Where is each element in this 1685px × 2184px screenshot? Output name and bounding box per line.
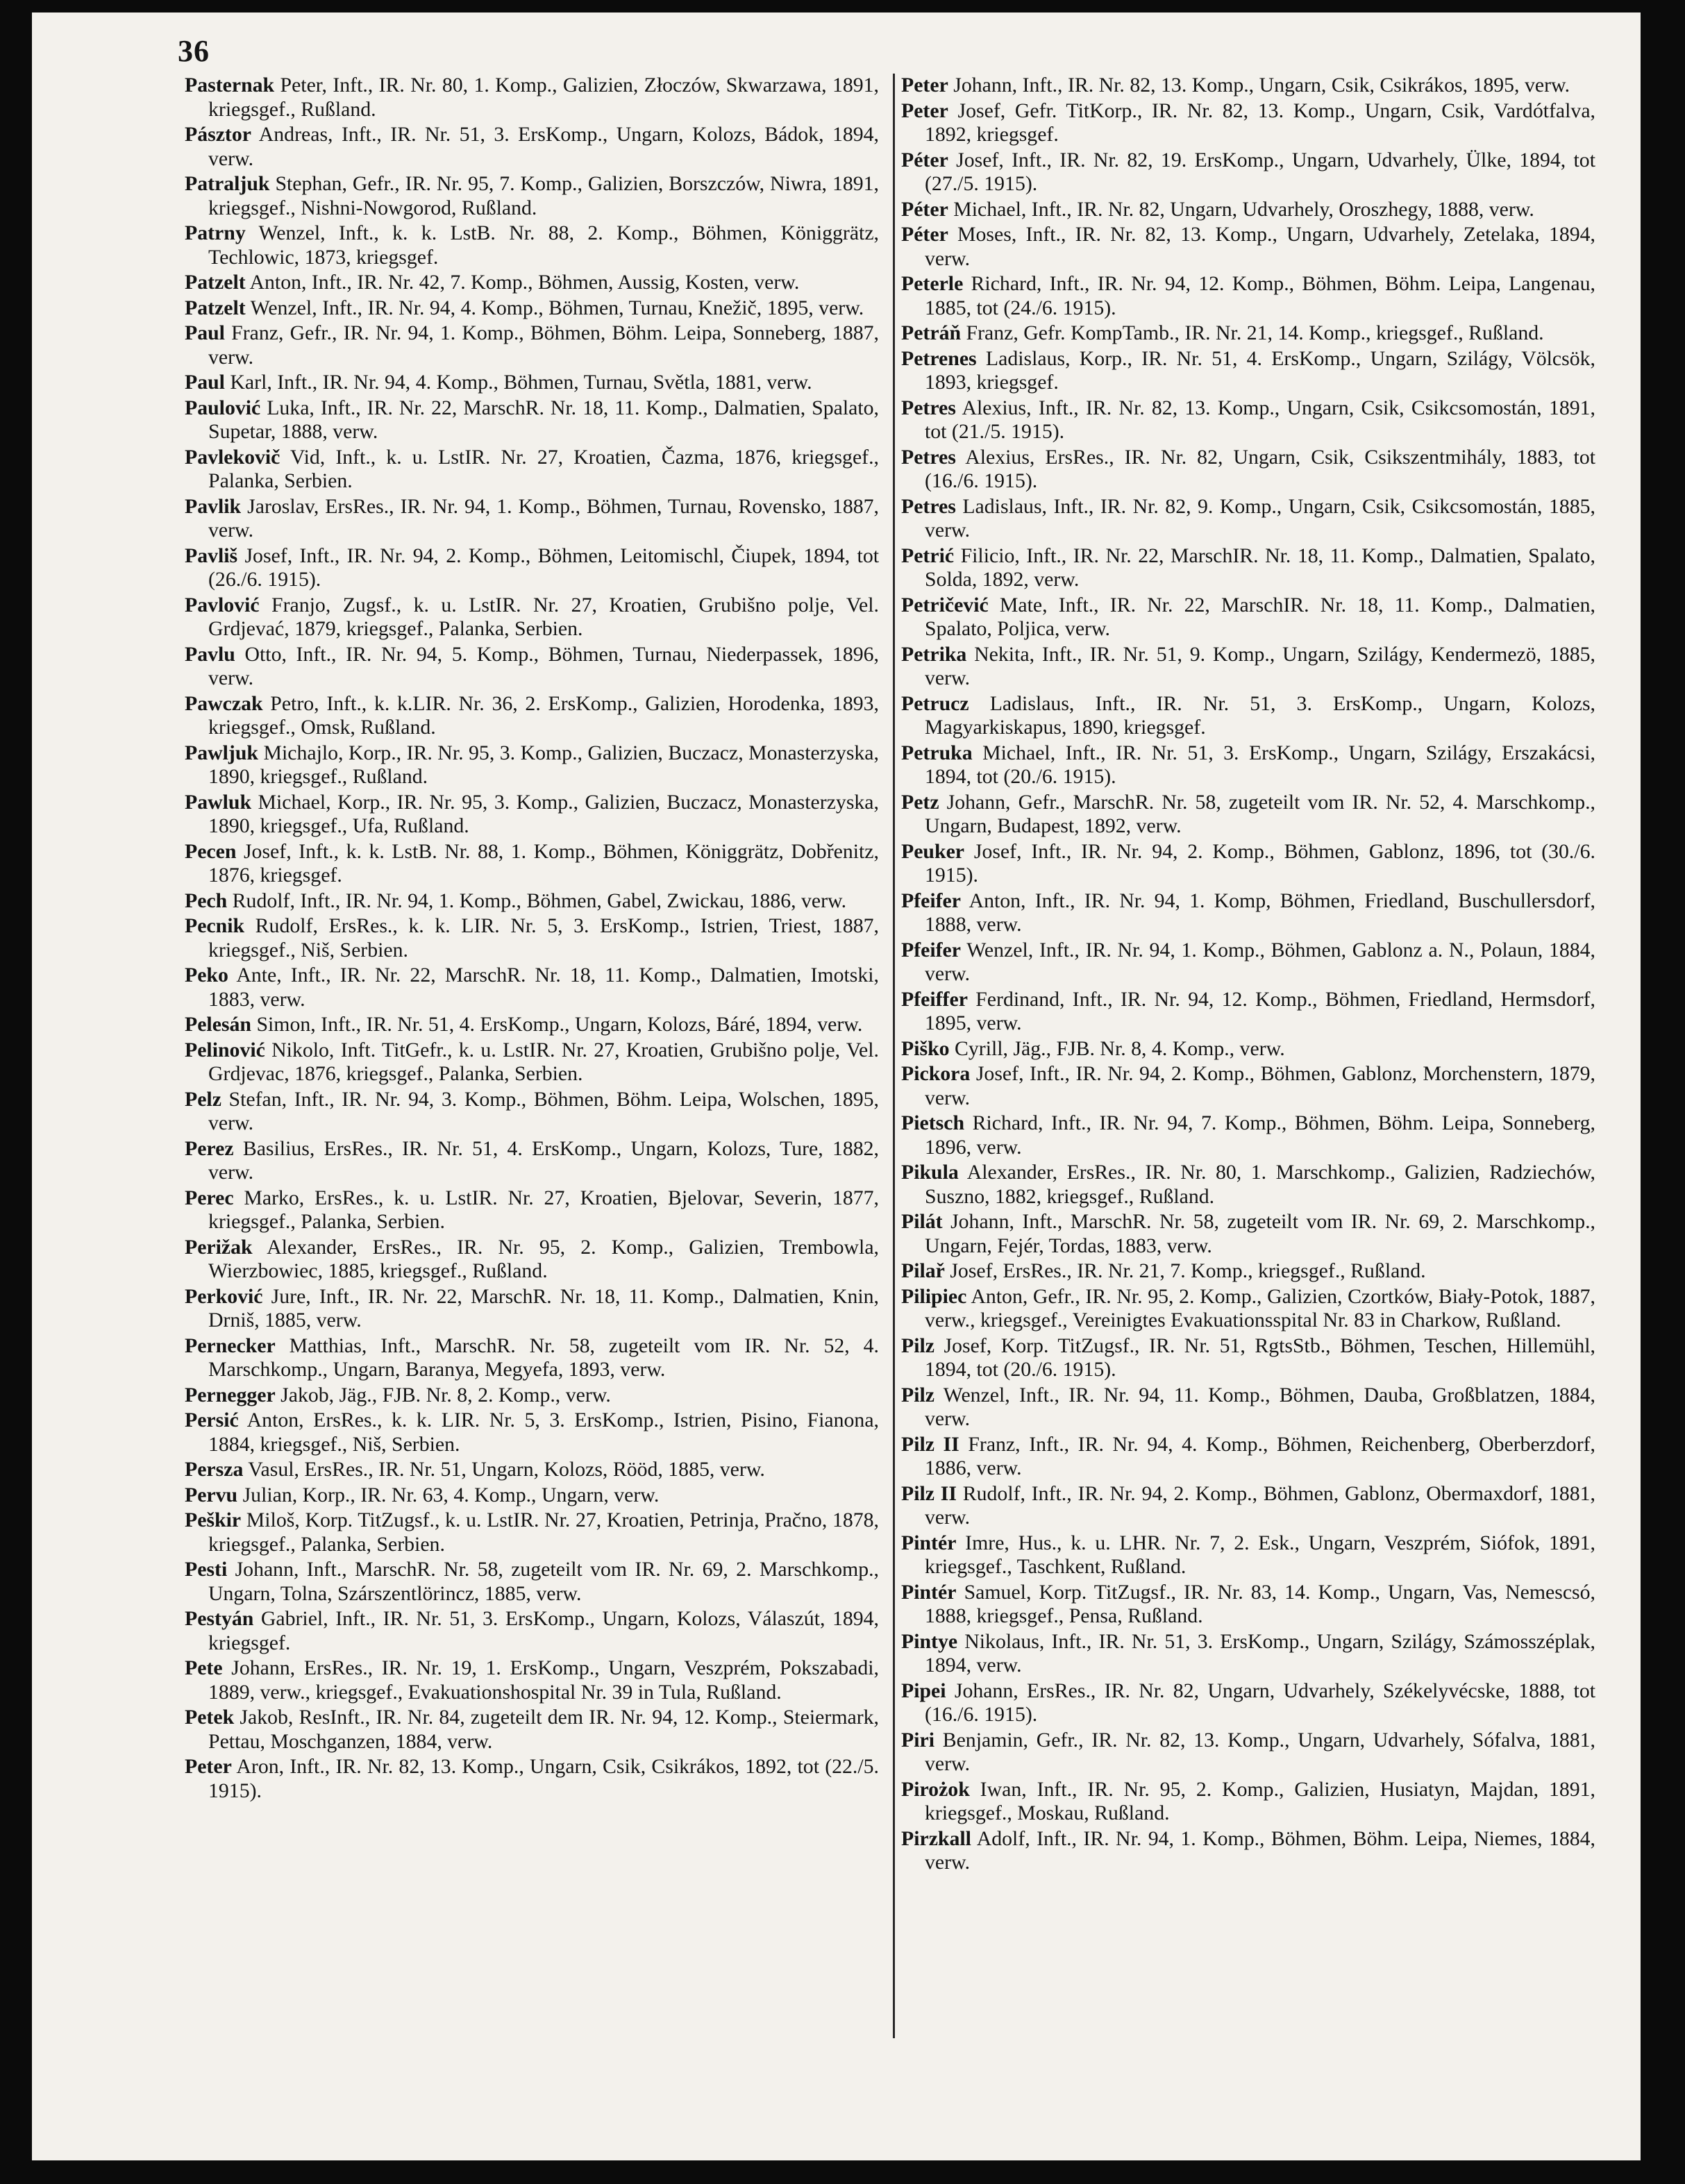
list-item (185, 1384, 879, 1408)
list-item (901, 939, 1595, 986)
list-item (185, 321, 879, 369)
entry-surname: Paulović (185, 396, 261, 419)
page-number: 36 (178, 34, 210, 68)
list-item (901, 1729, 1595, 1776)
list-item (901, 1581, 1595, 1629)
entry-details: Johann, ErsRes., IR. Nr. 82, Ungarn, Udvarhely, Székelyvécske, 1888, tot (16./6. 1915). (925, 1679, 1595, 1726)
entry-surname: Pavlik (185, 494, 242, 518)
entry-details: Moses, Inft., IR. Nr. 82, 13. Komp., Ungarn, Udvarhely, Zetelaka, 1894, verw. (925, 223, 1595, 270)
entry-surname: Peter (185, 1755, 232, 1778)
list-item (901, 1384, 1595, 1431)
list-item (185, 544, 879, 592)
list-item (185, 1607, 879, 1655)
list-item (901, 1827, 1595, 1875)
entry-surname: Pirzkall (901, 1826, 971, 1850)
entry-surname: Perižak (185, 1235, 253, 1259)
left-column (185, 74, 879, 1804)
entry-surname: Pirożok (901, 1777, 970, 1801)
entry-details: Michael, Korp., IR. Nr. 95, 3. Komp., Galizien, Buczacz, Monasterzyska, 1890, kriegsgef., Ufa, Rußland. (208, 790, 879, 837)
entry-details: Michael, Inft., IR. Nr. 51, 3. ErsKomp., Ungarn, Szilágy, Erszakácsi, 1894, tot (20./6. 1915). (925, 741, 1595, 788)
list-item (901, 1037, 1595, 1061)
entry-details: Josef, Inft., IR. Nr. 94, 2. Komp., Böhmen, Leitomischl, Čiupek, 1894, tot (26./6. 1915). (208, 544, 879, 591)
list-item (185, 914, 879, 962)
entry-details: Marko, ErsRes., k. u. LstIR. Nr. 27, Kroatien, Bjelovar, Severin, 1877, kriegsgef., Palanka, Serbien. (208, 1186, 879, 1233)
list-item (901, 988, 1595, 1036)
entry-details: Filicio, Inft., IR. Nr. 22, MarschIR. Nr. 18, 11. Komp., Dalmatien, Spalato, Solda, 1892, verw. (925, 544, 1595, 591)
entry-surname: Pilz II (901, 1481, 957, 1505)
entry-details: Nekita, Inft., IR. Nr. 51, 9. Komp., Ungarn, Szilágy, Kendermezö, 1885, verw. (925, 642, 1595, 689)
entry-surname: Peko (185, 964, 228, 986)
entry-surname: Pasternak (185, 74, 275, 96)
list-item (901, 1679, 1595, 1727)
entry-details: Ante, Inft., IR. Nr. 22, MarschR. Nr. 18, 11. Komp., Dalmatien, Imotski, 1883, verw. (208, 964, 879, 1011)
list-item (901, 1062, 1595, 1110)
entry-details: Mate, Inft., IR. Nr. 22, MarschIR. Nr. 18, 11. Komp., Dalmatien, Spalato, Poljica, verw. (925, 593, 1595, 640)
list-item (901, 1111, 1595, 1159)
list-item (901, 1210, 1595, 1258)
list-item (901, 321, 1595, 346)
list-item (901, 74, 1595, 98)
entry-surname: Peuker (901, 839, 965, 863)
entry-surname: Pickora (901, 1062, 971, 1085)
entry-details: Otto, Inft., IR. Nr. 94, 5. Komp., Böhmen, Turnau, Niederpassek, 1896, verw. (208, 642, 879, 689)
entry-details: Simon, Inft., IR. Nr. 51, 4. ErsKomp., Ungarn, Kolozs, Báré, 1894, verw. (251, 1013, 863, 1036)
entry-surname: Pelz (185, 1087, 221, 1111)
list-item (901, 223, 1595, 271)
column-divider (893, 74, 895, 2038)
entry-details: Jure, Inft., IR. Nr. 22, MarschR. Nr. 18, 11. Komp., Dalmatien, Knin, Drniš, 1885, verw. (208, 1284, 879, 1332)
entry-surname: Petz (901, 790, 939, 814)
list-item (185, 371, 879, 395)
entry-details: Rudolf, ErsRes., k. k. LIR. Nr. 5, 3. ErsKomp., Istrien, Triest, 1887, kriegsgef., Niš, Serbien. (208, 914, 879, 961)
entry-surname: Pech (185, 889, 228, 912)
entry-surname: Pintye (901, 1629, 958, 1653)
list-item (185, 1013, 879, 1037)
list-item (185, 1285, 879, 1333)
list-item (185, 1706, 879, 1754)
entry-details: Alexius, Inft., IR. Nr. 82, 13. Komp., Ungarn, Csik, Csikcsomostán, 1891, tot (21./5. 1915). (925, 396, 1595, 443)
entry-surname: Perec (185, 1186, 234, 1209)
list-item (185, 791, 879, 839)
entry-details: Josef, Inft., IR. Nr. 94, 2. Komp., Böhmen, Gablonz, 1896, tot (30./6. 1915). (925, 839, 1595, 887)
list-item (901, 1630, 1595, 1678)
entry-surname: Pipei (901, 1679, 946, 1702)
list-item (185, 495, 879, 543)
entry-details: Wenzel, Inft., IR. Nr. 94, 11. Komp., Böhmen, Dauba, Großblatzen, 1884, verw. (925, 1383, 1595, 1430)
entry-surname: Péter (901, 197, 948, 221)
list-item (185, 741, 879, 789)
entry-surname: Pesti (185, 1558, 228, 1581)
entry-surname: Pilz (901, 1383, 934, 1406)
entry-details: Josef, Inft., k. k. LstB. Nr. 88, 1. Komp., Böhmen, Königgrätz, Dobřenitz, 1876, kriegsgef. (208, 839, 879, 887)
entry-details: Rudolf, Inft., IR. Nr. 94, 1. Komp., Böhmen, Gabel, Zwickau, 1886, verw. (227, 889, 847, 912)
list-item (901, 149, 1595, 196)
entry-surname: Petrucz (901, 691, 969, 715)
entry-surname: Peter (901, 99, 948, 122)
list-item (185, 1334, 879, 1382)
entry-surname: Pelesán (185, 1013, 251, 1036)
entry-surname: Pilař (901, 1259, 945, 1282)
entry-surname: Petrić (901, 544, 955, 567)
entry-surname: Pernegger (185, 1383, 276, 1406)
entry-details: Josef, Inft., IR. Nr. 82, 19. ErsKomp., Ungarn, Udvarhely, Ülke, 1894, tot (27./5. 1915). (925, 148, 1595, 195)
list-item (901, 1433, 1595, 1481)
entry-details: Julian, Korp., IR. Nr. 63, 4. Komp., Ungarn, verw. (237, 1483, 660, 1506)
entry-details: Alexius, ErsRes., IR. Nr. 82, Ungarn, Csik, Csikszentmihály, 1883, tot (16./6. 1915). (925, 445, 1595, 492)
entry-surname: Pikula (901, 1161, 959, 1184)
list-item (185, 1088, 879, 1136)
list-item (185, 1137, 879, 1185)
entry-surname: Paul (185, 321, 225, 344)
entry-details: Miloš, Korp. TitZugsf., k. u. LstIR. Nr. 27, Kroatien, Petrinja, Pračno, 1878, kriegsgef., Palanka, Serbien. (208, 1509, 879, 1556)
list-item (185, 123, 879, 171)
list-item (901, 446, 1595, 494)
entry-surname: Pervu (185, 1483, 238, 1506)
list-item (901, 495, 1595, 543)
entry-details: Josef, Gefr. TitKorp., IR. Nr. 82, 13. Komp., Ungarn, Csik, Vardótfalva, 1892, kriegsgef. (925, 99, 1595, 146)
entry-surname: Perez (185, 1136, 234, 1160)
entry-details: Johann, Inft., MarschR. Nr. 58, zugeteilt vom IR. Nr. 69, 2. Marschkomp., Ungarn, Tolna, Szárszentlörincz, 1885, verw. (208, 1558, 879, 1605)
entry-details: Wenzel, Inft., k. k. LstB. Nr. 88, 2. Komp., Böhmen, Königgrätz, Techlowic, 1873, kriegsgef. (208, 221, 879, 269)
list-item (185, 643, 879, 691)
list-item (185, 271, 879, 295)
list-item (901, 198, 1595, 222)
entry-surname: Patzelt (185, 296, 246, 319)
entry-details: Ladislaus, Inft., IR. Nr. 82, 9. Komp., Ungarn, Csik, Csikcsomostán, 1885, verw. (925, 494, 1595, 541)
entry-details: Anton, Inft., IR. Nr. 94, 1. Komp, Böhmen, Friedland, Buschullersdorf, 1888, verw. (925, 889, 1595, 936)
list-item (185, 1484, 879, 1508)
entry-details: Michael, Inft., IR. Nr. 82, Ungarn, Udvarhely, Oroszhegy, 1888, verw. (948, 197, 1534, 221)
list-item (901, 1259, 1595, 1284)
entry-details: Ferdinand, Inft., IR. Nr. 94, 12. Komp., Böhmen, Friedland, Hermsdorf, 1895, verw. (925, 987, 1595, 1034)
entry-details: Josef, ErsRes., IR. Nr. 21, 7. Komp., kriegsgef., Rußland. (944, 1259, 1426, 1282)
list-item (901, 840, 1595, 888)
entry-details: Stephan, Gefr., IR. Nr. 95, 7. Komp., Galizien, Borszczów, Niwra, 1891, kriegsgef., Nishni-Nowgorod, Rußland. (208, 172, 879, 219)
entry-details: Ladislaus, Inft., IR. Nr. 51, 3. ErsKomp., Ungarn, Kolozs, Magyarkiskapus, 1890, kriegsgef. (925, 691, 1595, 739)
entry-surname: Pintér (901, 1580, 957, 1604)
entry-details: Anton, Inft., IR. Nr. 42, 7. Komp., Böhmen, Aussig, Kosten, verw. (245, 271, 800, 294)
entry-surname: Persić (185, 1409, 239, 1431)
entry-details: Stefan, Inft., IR. Nr. 94, 3. Komp., Böhmen, Böhm. Leipa, Wolschen, 1895, verw. (208, 1087, 879, 1134)
list-item (185, 74, 879, 121)
entry-details: Ladislaus, Korp., IR. Nr. 51, 4. ErsKomp., Ungarn, Szilágy, Völcsök, 1893, kriegsgef. (925, 346, 1595, 394)
entry-surname: Petričević (901, 593, 989, 616)
entry-surname: Pavlu (185, 642, 235, 666)
entry-surname: Pfeifer (901, 889, 962, 912)
entry-details: Nikolaus, Inft., IR. Nr. 51, 3. ErsKomp., Ungarn, Szilágy, Számosszéplak, 1894, verw. (925, 1629, 1595, 1677)
entry-details: Benjamin, Gefr., IR. Nr. 82, 13. Komp., Ungarn, Udvarhely, Sófalva, 1881, verw. (925, 1728, 1595, 1775)
list-item (901, 594, 1595, 641)
entry-details: Luka, Inft., IR. Nr. 22, MarschR. Nr. 18, 11. Komp., Dalmatien, Spalato, Supetar, 1888, verw. (208, 396, 879, 443)
list-item (901, 1334, 1595, 1382)
entry-details: Adolf, Inft., IR. Nr. 94, 1. Komp., Böhmen, Böhm. Leipa, Niemes, 1884, verw. (925, 1826, 1595, 1874)
entry-details: Alexander, ErsRes., IR. Nr. 95, 2. Komp., Galizien, Trembowla, Wierzbowiec, 1885, kriegsgef., Rußland. (208, 1235, 879, 1282)
entry-surname: Pawczak (185, 691, 263, 715)
entry-details: Richard, Inft., IR. Nr. 94, 7. Komp., Böhmen, Böhm. Leipa, Sonneberg, 1896, verw. (925, 1111, 1595, 1159)
list-item (185, 840, 879, 888)
entry-surname: Péter (901, 223, 948, 246)
entry-surname: Petres (901, 396, 956, 419)
entry-details: Imre, Hus., k. u. LHR. Nr. 7, 2. Esk., Ungarn, Veszprém, Siófok, 1891, kriegsgef., Taschkent, Rußland. (925, 1531, 1595, 1578)
list-item (185, 446, 879, 494)
entry-details: Iwan, Inft., IR. Nr. 95, 2. Komp., Galizien, Husiatyn, Majdan, 1891, kriegsgef., Moskau, Rußland. (925, 1777, 1595, 1824)
list-item (185, 964, 879, 1011)
entry-surname: Petres (901, 445, 956, 469)
list-item (901, 791, 1595, 839)
entry-details: Johann, Gefr., MarschR. Nr. 58, zugeteilt vom IR. Nr. 52, 4. Marschkomp., Ungarn, Budapest, 1892, verw. (925, 790, 1595, 837)
entry-details: Anton, ErsRes., k. k. LIR. Nr. 5, 3. ErsKomp., Istrien, Pisino, Fianona, 1884, kriegsgef., Niš, Serbien. (208, 1409, 879, 1456)
entry-details: Gabriel, Inft., IR. Nr. 51, 3. ErsKomp., Ungarn, Kolozs, Válaszút, 1894, kriegsgef. (208, 1607, 879, 1654)
entry-details: Nikolo, Inft. TitGefr., k. u. LstIR. Nr. 27, Kroatien, Grubišno polje, Vel. Grdjevac, 1876, kriegsgef., Palanka, Serbien. (208, 1038, 879, 1085)
entry-surname: Peškir (185, 1509, 242, 1531)
entry-surname: Peter (901, 74, 948, 96)
entry-surname: Petrenes (901, 346, 977, 370)
list-item (185, 221, 879, 269)
list-item (901, 99, 1595, 147)
entry-details: Rudolf, Inft., IR. Nr. 94, 2. Komp., Böhmen, Gablonz, Obermaxdorf, 1881, verw. (925, 1481, 1596, 1529)
entry-surname: Pilz (901, 1334, 934, 1357)
entry-details: Franjo, Zugsf., k. u. LstIR. Nr. 27, Kroatien, Grubišno polje, Vel. Grdjevać, 1879, kriegsgef., Palanka, Serbien. (208, 593, 879, 640)
entry-surname: Pawljuk (185, 741, 258, 764)
entry-details: Josef, Inft., IR. Nr. 94, 2. Komp., Böhmen, Gablonz, Morchenstern, 1879, verw. (925, 1062, 1595, 1109)
entry-surname: Pavlekovič (185, 445, 280, 469)
list-item (901, 544, 1595, 592)
entry-surname: Pernecker (185, 1334, 276, 1357)
entry-surname: Piri (901, 1728, 934, 1752)
list-item (185, 1458, 879, 1482)
list-item (185, 889, 879, 914)
list-item (901, 741, 1595, 789)
entry-surname: Petres (901, 494, 956, 518)
document-page (32, 12, 1641, 2160)
entry-surname: Patzelt (185, 271, 246, 294)
list-item (185, 692, 879, 740)
list-item (185, 296, 879, 321)
list-item (185, 1039, 879, 1086)
entry-details: Matthias, Inft., MarschR. Nr. 58, zugeteilt vom IR. Nr. 52, 4. Marschkomp., Ungarn, Baranya, Megyefa, 1893, verw. (208, 1334, 879, 1381)
entry-details: Michajlo, Korp., IR. Nr. 95, 3. Komp., Galizien, Buczacz, Monasterzyska, 1890, kriegsgef., Rußland. (208, 741, 879, 788)
entry-details: Jaroslav, ErsRes., IR. Nr. 94, 1. Komp., Böhmen, Turnau, Rovensko, 1887, verw. (208, 494, 879, 541)
entry-surname: Petek (185, 1706, 235, 1729)
entry-surname: Pecen (185, 839, 237, 863)
entry-details: Cyrill, Jäg., FJB. Nr. 8, 4. Komp., verw. (949, 1036, 1285, 1060)
list-item (901, 1778, 1595, 1826)
entry-details: Petro, Inft., k. k.LIR. Nr. 36, 2. ErsKomp., Galizien, Horodenka, 1893, kriegsgef., Omsk, Rußland. (208, 691, 879, 739)
list-item (901, 347, 1595, 395)
list-item (185, 1409, 879, 1456)
list-item (185, 1558, 879, 1606)
entry-surname: Pilz II (901, 1432, 959, 1456)
list-item (901, 643, 1595, 691)
entry-details: Anton, Gefr., IR. Nr. 95, 2. Komp., Galizien, Czortków, Biały-Potok, 1887, verw., kriegsgef., Vereinigtes Evakuationsspital Nr. 83 in Charkow, Rußland. (925, 1284, 1595, 1332)
entry-surname: Pfeiffer (901, 987, 968, 1011)
entry-surname: Pestyán (185, 1607, 254, 1630)
list-item (901, 272, 1595, 320)
entry-surname: Pintér (901, 1531, 957, 1554)
entry-details: Johann, Inft., MarschR. Nr. 58, zugeteilt vom IR. Nr. 69, 2. Marschkomp., Ungarn, Fejér, Tordas, 1883, verw. (925, 1210, 1595, 1257)
entry-details: Jakob, ResInft., IR. Nr. 84, zugeteilt dem IR. Nr. 94, 12. Komp., Steiermark, Pettau, Moschganzen, 1884, verw. (208, 1706, 879, 1753)
entry-details: Johann, Inft., IR. Nr. 82, 13. Komp., Ungarn, Csik, Csikrákos, 1895, verw. (948, 74, 1570, 96)
list-item (901, 889, 1595, 937)
entry-details: Peter, Inft., IR. Nr. 80, 1. Komp., Galizien, Złoczów, Skwarzawa, 1891, kriegsgef., Rußland. (208, 74, 879, 121)
entry-details: Franz, Gefr., IR. Nr. 94, 1. Komp., Böhmen, Böhm. Leipa, Sonneberg, 1887, verw. (208, 321, 879, 369)
list-item (901, 1161, 1595, 1209)
entry-details: Karl, Inft., IR. Nr. 94, 4. Komp., Böhmen, Turnau, Světla, 1881, verw. (224, 371, 812, 394)
entry-surname: Pietsch (901, 1111, 965, 1134)
entry-details: Franz, Inft., IR. Nr. 94, 4. Komp., Böhmen, Reichenberg, Oberberzdorf, 1886, verw. (925, 1432, 1595, 1479)
entry-details: Jakob, Jäg., FJB. Nr. 8, 2. Komp., verw. (275, 1383, 611, 1406)
entry-details: Richard, Inft., IR. Nr. 94, 12. Komp., Böhmen, Böhm. Leipa, Langenau, 1885, tot (24./6. 1915). (925, 272, 1595, 319)
entry-details: Johann, ErsRes., IR. Nr. 19, 1. ErsKomp., Ungarn, Veszprém, Pokszabadi, 1889, verw., kriegsgef., Evakuationshospital Nr. 39 in Tula, Rußland. (208, 1656, 879, 1704)
entry-surname: Patrny (185, 221, 246, 244)
entry-details: Basilius, ErsRes., IR. Nr. 51, 4. ErsKomp., Ungarn, Kolozs, Ture, 1882, verw. (208, 1136, 879, 1184)
entry-surname: Pavliš (185, 544, 238, 567)
entry-surname: Petrika (901, 642, 967, 666)
entry-details: Vid, Inft., k. u. LstIR. Nr. 27, Kroatien, Čazma, 1876, kriegsgef., Palanka, Serbien. (208, 445, 879, 492)
entry-surname: Pecnik (185, 914, 245, 937)
entry-surname: Perković (185, 1284, 263, 1308)
entry-surname: Pete (185, 1656, 223, 1679)
entry-details: Samuel, Korp. TitZugsf., IR. Nr. 83, 14. Komp., Ungarn, Vas, Nemescsó, 1888, kriegsgef., Pensa, Rußland. (925, 1580, 1595, 1627)
entry-surname: Pfeifer (901, 938, 962, 961)
entry-details: Alexander, ErsRes., IR. Nr. 80, 1. Marschkomp., Galizien, Radziechów, Suszno, 1882, kriegsgef., Rußland. (925, 1161, 1595, 1208)
right-column (901, 74, 1595, 1876)
entry-surname: Petruka (901, 741, 973, 764)
list-item (185, 1236, 879, 1284)
list-item (185, 1656, 879, 1704)
entry-surname: Petráň (901, 321, 962, 344)
entry-details: Aron, Inft., IR. Nr. 82, 13. Komp., Ungarn, Csik, Csikrákos, 1892, tot (22./5. 1915). (208, 1755, 879, 1802)
list-item (901, 1482, 1595, 1530)
list-item (185, 1755, 879, 1803)
entry-surname: Péter (901, 148, 948, 171)
entry-details: Vasul, ErsRes., IR. Nr. 51, Ungarn, Kolozs, Rööd, 1885, verw. (243, 1458, 765, 1481)
list-item (901, 1285, 1595, 1333)
entry-surname: Piško (901, 1036, 950, 1060)
entry-surname: Persza (185, 1458, 244, 1481)
entry-surname: Pilát (901, 1210, 943, 1233)
entry-surname: Pilipiec (901, 1284, 967, 1308)
entry-surname: Pavlović (185, 593, 260, 616)
list-item (185, 172, 879, 220)
list-item (901, 1531, 1595, 1579)
entry-details: Wenzel, Inft., IR. Nr. 94, 4. Komp., Böhmen, Turnau, Knežič, 1895, verw. (245, 296, 864, 319)
list-item (185, 594, 879, 641)
entry-surname: Pawluk (185, 790, 252, 814)
list-item (185, 1186, 879, 1234)
entry-details: Franz, Gefr. KompTamb., IR. Nr. 21, 14. Komp., kriegsgef., Rußland. (961, 321, 1544, 344)
list-item (185, 396, 879, 444)
entry-details: Wenzel, Inft., IR. Nr. 94, 1. Komp., Böhmen, Gablonz a. N., Polaun, 1884, verw. (925, 938, 1595, 985)
entry-details: Andreas, Inft., IR. Nr. 51, 3. ErsKomp., Ungarn, Kolozs, Bádok, 1894, verw. (208, 123, 879, 170)
entry-surname: Peterle (901, 272, 964, 295)
entry-surname: Patraljuk (185, 172, 270, 195)
list-item (185, 1509, 879, 1556)
entry-surname: Pásztor (185, 123, 251, 146)
entry-surname: Paul (185, 371, 225, 394)
entry-details: Josef, Korp. TitZugsf., IR. Nr. 51, RgtsStb., Böhmen, Teschen, Hillemühl, 1894, tot (20./6. 1915). (925, 1334, 1595, 1381)
list-item (901, 396, 1595, 444)
entry-surname: Pelinović (185, 1038, 265, 1061)
list-item (901, 692, 1595, 740)
